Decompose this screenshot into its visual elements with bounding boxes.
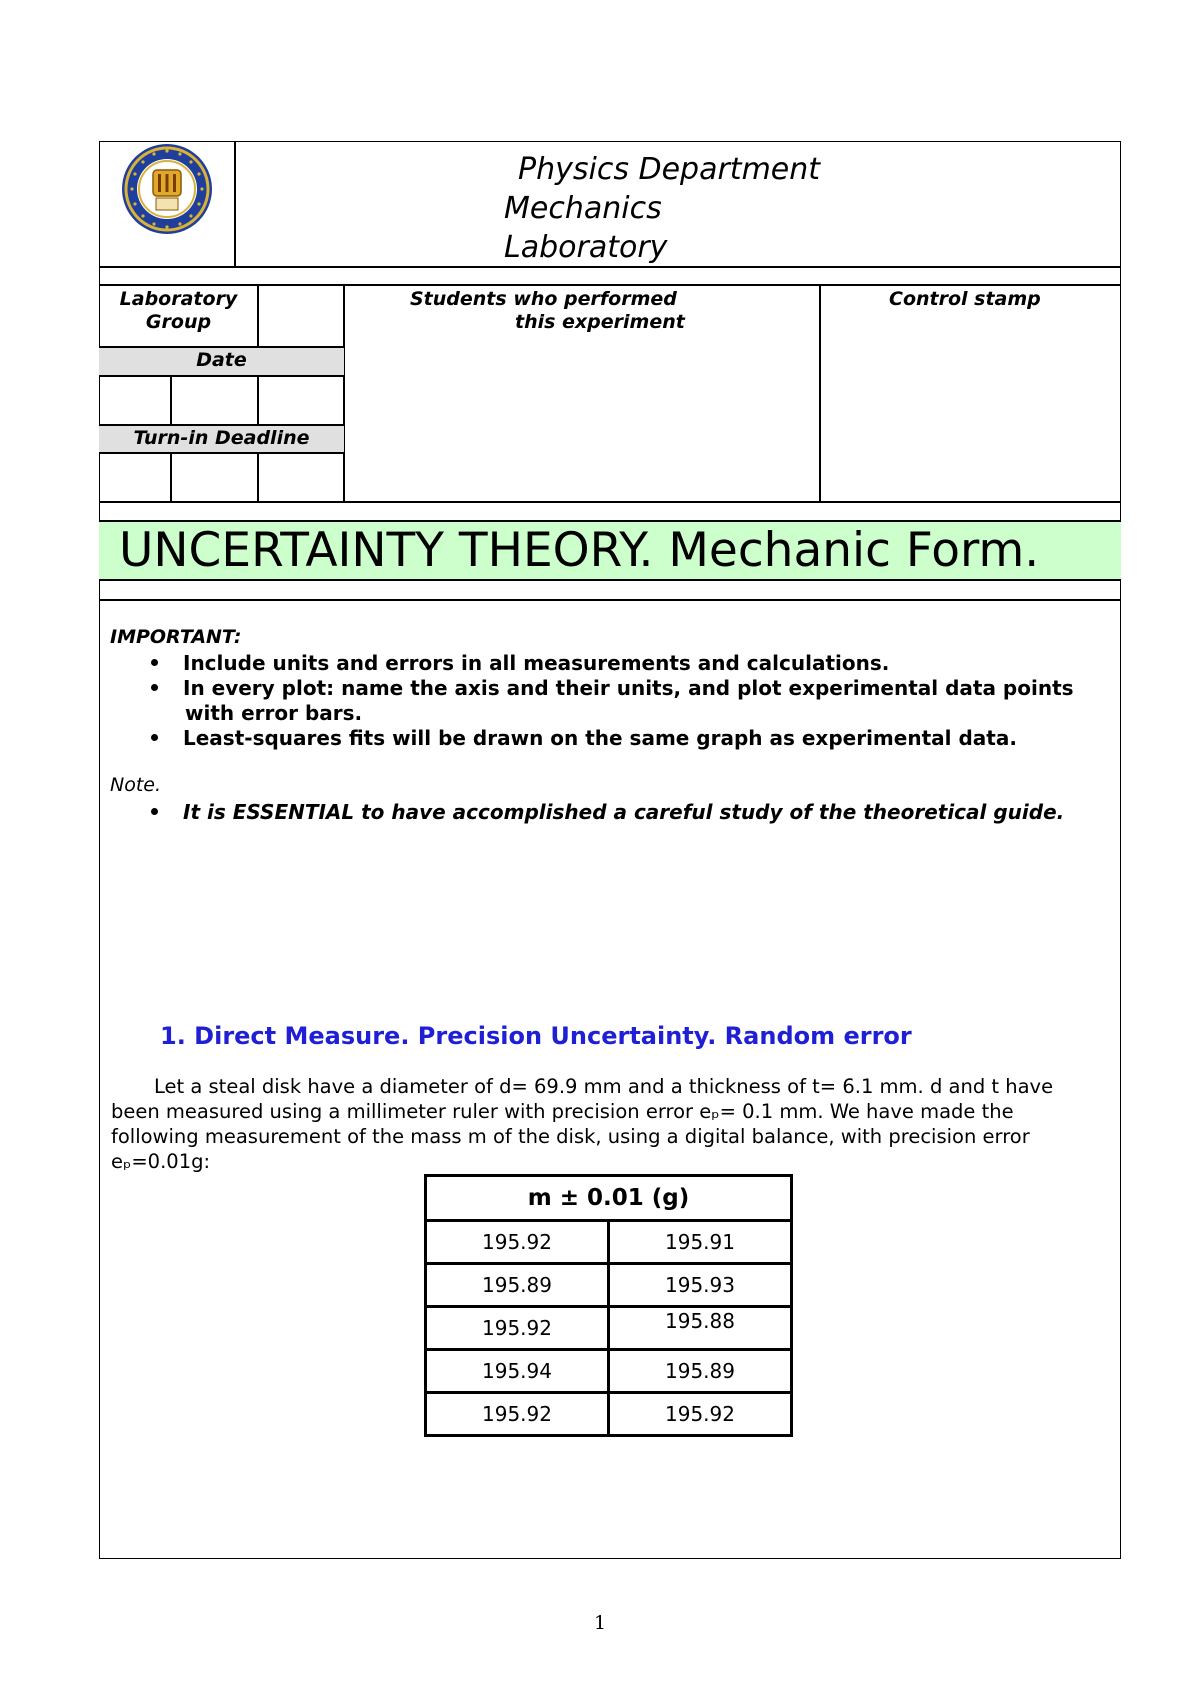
- table-row: [426, 1307, 792, 1350]
- deadline-cell-divider-2: [257, 453, 259, 502]
- lab-title: Laboratory: [504, 230, 668, 265]
- control-stamp-label: Control stamp: [889, 288, 1041, 310]
- note-label: Note.: [110, 774, 162, 796]
- lab-group-label-line2: Group: [145, 311, 212, 333]
- page-number: 1: [593, 1612, 607, 1634]
- title-banner: [99, 520, 1121, 581]
- date-cell-divider-1: [170, 377, 172, 425]
- deadline-label: Turn-in Deadline: [133, 427, 310, 449]
- group-cell-divider: [257, 285, 259, 348]
- paragraph-line-3: following measurement of the mass m of the disk, using a digital balance, with precision error: [111, 1125, 1030, 1148]
- deadline-cell-divider-1: [170, 453, 172, 502]
- important-item-3: Least-squares fits will be drawn on the same graph as experimental data.: [183, 726, 1017, 750]
- department-title: Physics Department: [518, 152, 821, 187]
- bullet-icon: [151, 659, 158, 666]
- students-label-line2: this experiment: [515, 311, 685, 333]
- table-cell: 195.92: [426, 1393, 609, 1436]
- table-cell: 195.94: [426, 1350, 609, 1393]
- note-item: It is ESSENTIAL to have accomplished a careful study of the theoretical guide.: [183, 800, 1065, 824]
- important-item-1: Include units and errors in all measurements and calculations.: [183, 651, 890, 675]
- paragraph-line-2: been measured using a millimeter ruler with precision error eₚ= 0.1 mm. We have made the: [111, 1100, 1014, 1123]
- stamp-divider: [819, 285, 821, 503]
- date-label: Date: [196, 349, 247, 371]
- banner-lower-rule: [99, 599, 1121, 601]
- lab-group-label-line1: Laboratory: [119, 288, 238, 310]
- course-title: Mechanics: [504, 191, 662, 226]
- info-top-rule: [99, 284, 1121, 286]
- date-cell-divider-2: [257, 377, 259, 425]
- important-heading: IMPORTANT:: [110, 626, 242, 648]
- paragraph-line-4: eₚ=0.01g:: [111, 1150, 211, 1173]
- left-block-divider: [343, 285, 345, 503]
- table-cell: 195.92: [426, 1307, 609, 1350]
- paragraph-line-1: Let a steal disk have a diameter of d= 69.9 mm and a thickness of t= 6.1 mm. d and t have: [154, 1075, 1054, 1098]
- students-label-line1: Students who performed: [410, 288, 677, 310]
- section-1-paragraph: [111, 1074, 1111, 1174]
- university-seal-icon: [120, 142, 214, 236]
- mass-table: [424, 1174, 793, 1437]
- table-cell: 195.89: [609, 1350, 792, 1393]
- table-cell: 195.88: [609, 1307, 792, 1350]
- table-cell: 195.93: [609, 1264, 792, 1307]
- table-cell: 195.92: [609, 1393, 792, 1436]
- bullet-icon: [151, 734, 158, 741]
- table-cell: 195.91: [609, 1221, 792, 1264]
- section-1-title: 1. Direct Measure. Precision Uncertainty. Random error: [160, 1022, 912, 1050]
- table-cell: 195.89: [426, 1264, 609, 1307]
- table-row: [426, 1221, 792, 1264]
- lab-group-label: [101, 288, 256, 334]
- info-bottom-rule: [99, 501, 1121, 503]
- table-row: [426, 1350, 792, 1393]
- table-cell: 195.92: [426, 1221, 609, 1264]
- important-item-2: In every plot: name the axis and their units, and plot experimental data points: [183, 676, 1074, 700]
- bullet-icon: [151, 684, 158, 691]
- table-row: [426, 1393, 792, 1436]
- table-row: [426, 1264, 792, 1307]
- mass-table-header: m ± 0.01 (g): [426, 1176, 792, 1221]
- banner-title: UNCERTAINTY THEORY. Mechanic Form.: [119, 523, 1040, 578]
- logo-divider: [234, 141, 236, 267]
- important-item-2-cont: with error bars.: [185, 701, 363, 725]
- bullet-icon: [151, 808, 158, 815]
